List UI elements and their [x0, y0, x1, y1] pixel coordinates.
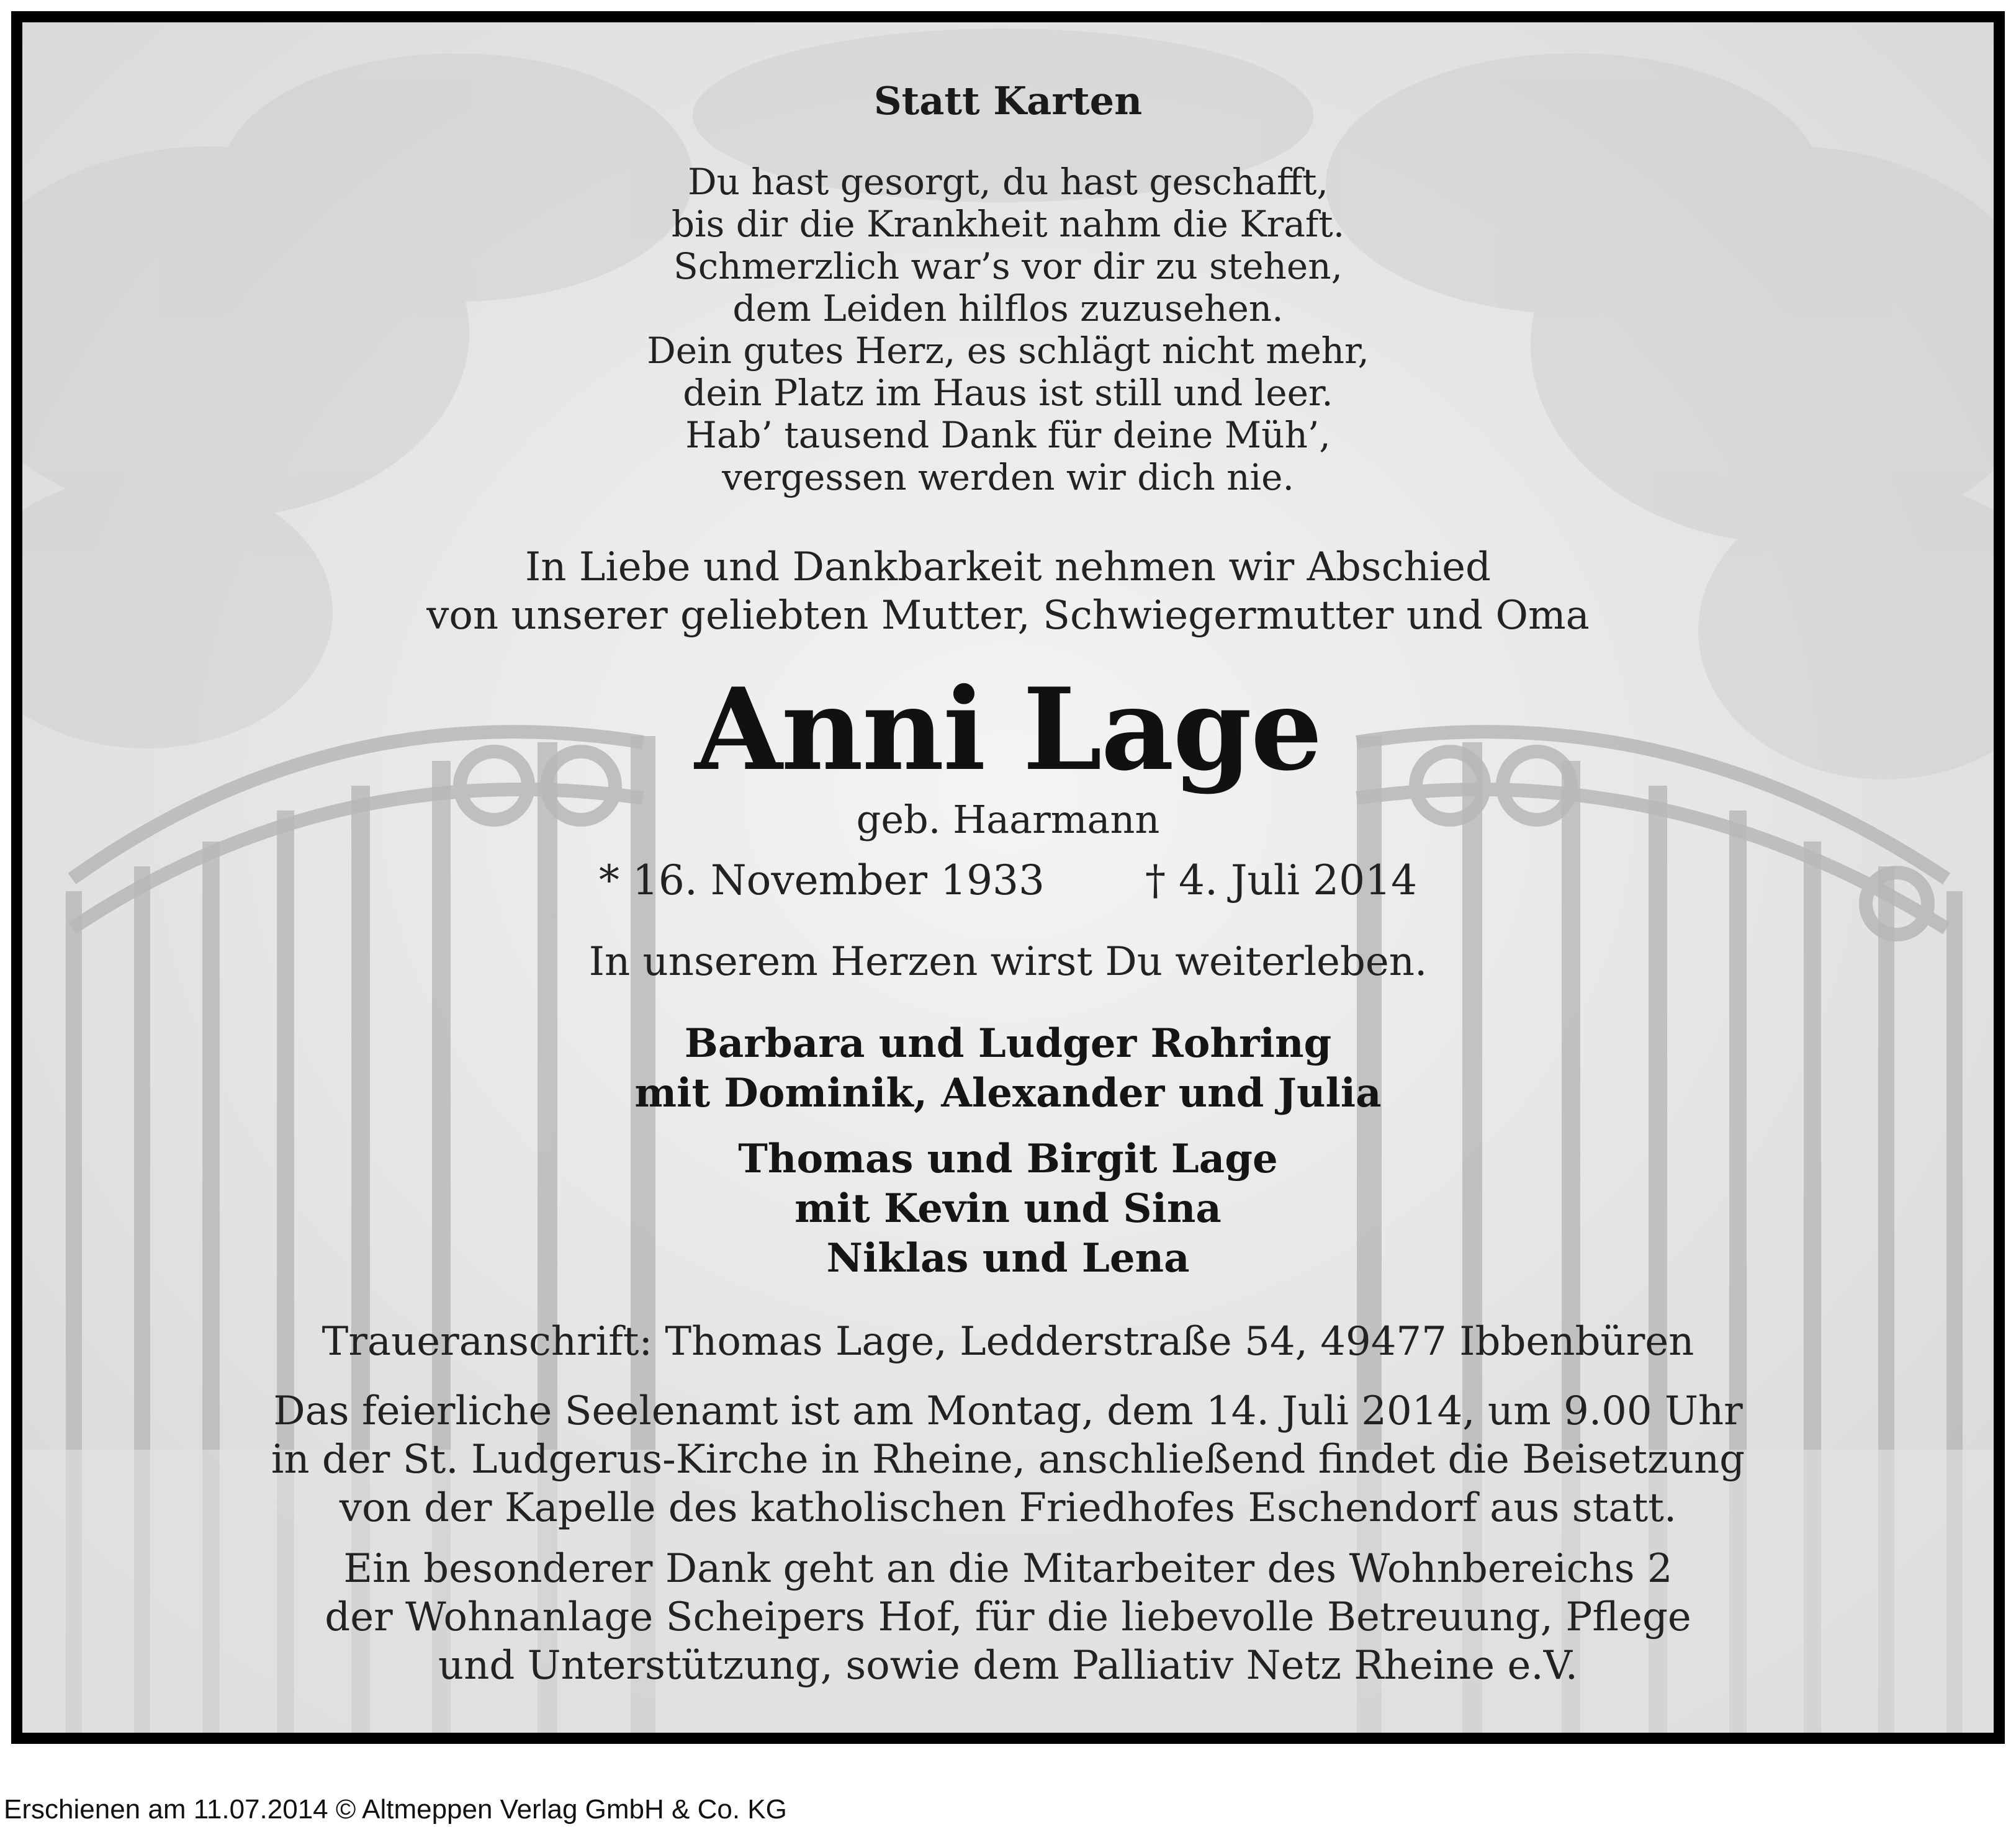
notice-header: Statt Karten — [873, 78, 1143, 123]
poem-line: Du hast gesorgt, du hast geschafft, — [688, 161, 1328, 203]
mourning-address: Traueranschrift: Thomas Lage, Ledderstraße 54, 49477 Ibbenbüren — [322, 1319, 1694, 1365]
service-line: von der Kapelle des katholischen Friedhofes Eschendorf aus statt. — [339, 1485, 1677, 1531]
thanks-line: der Wohnanlage Scheipers Hof, für die liebevolle Betreuung, Pflege — [325, 1594, 1691, 1640]
thanks-line: Ein besonderer Dank geht an die Mitarbeiter des Wohnbereichs 2 — [343, 1546, 1673, 1592]
deceased-name: Anni Lage — [695, 663, 1321, 796]
mourner-line: Barbara und Ludger Rohring — [684, 1020, 1332, 1067]
farewell-line: In Liebe und Dankbarkeit nehmen wir Abschied — [524, 544, 1492, 590]
obituary-text — [22, 22, 1994, 1733]
poem-line: Hab’ tausend Dank für deine Müh’, — [685, 414, 1331, 456]
birth-date: * 16. November 1933 — [598, 856, 1045, 904]
publication-footer: Erschienen am 11.07.2014 © Altmeppen Verlag GmbH & Co. KG — [4, 1794, 787, 1825]
poem-line: Dein gutes Herz, es schlägt nicht mehr, — [647, 330, 1369, 372]
mourner-line: mit Kevin und Sina — [794, 1185, 1222, 1232]
service-line: Das feierliche Seelenamt ist am Montag, dem 14. Juli 2014, um 9.00 Uhr — [273, 1388, 1743, 1434]
poem-line: dem Leiden hilflos zuzusehen. — [732, 287, 1284, 330]
birth-name: geb. Haarmann — [856, 797, 1160, 842]
obituary-panel — [22, 22, 1994, 1733]
death-date: † 4. Juli 2014 — [1145, 856, 1418, 904]
poem-line: bis dir die Krankheit nahm die Kraft. — [671, 203, 1345, 245]
service-line: in der St. Ludgerus-Kirche in Rheine, anschließend findet die Beisetzung — [271, 1437, 1745, 1483]
farewell-line: von unserer geliebten Mutter, Schwiegermutter und Oma — [426, 593, 1590, 639]
memory-line: In unserem Herzen wirst Du weiterleben. — [588, 939, 1428, 985]
life-dates — [22, 856, 1994, 904]
obituary-frame — [11, 11, 2005, 1744]
poem-line: Schmerzlich war’s vor dir zu stehen, — [673, 245, 1343, 287]
mourner-line: mit Dominik, Alexander und Julia — [634, 1070, 1382, 1116]
poem-line: vergessen werden wir dich nie. — [722, 456, 1294, 498]
mourner-line: Niklas und Lena — [826, 1235, 1190, 1282]
thanks-line: und Unterstützung, sowie dem Palliativ Netz Rheine e.V. — [438, 1643, 1578, 1689]
mourner-line: Thomas und Birgit Lage — [738, 1136, 1278, 1182]
poem-line: dein Platz im Haus ist still und leer. — [683, 372, 1333, 414]
